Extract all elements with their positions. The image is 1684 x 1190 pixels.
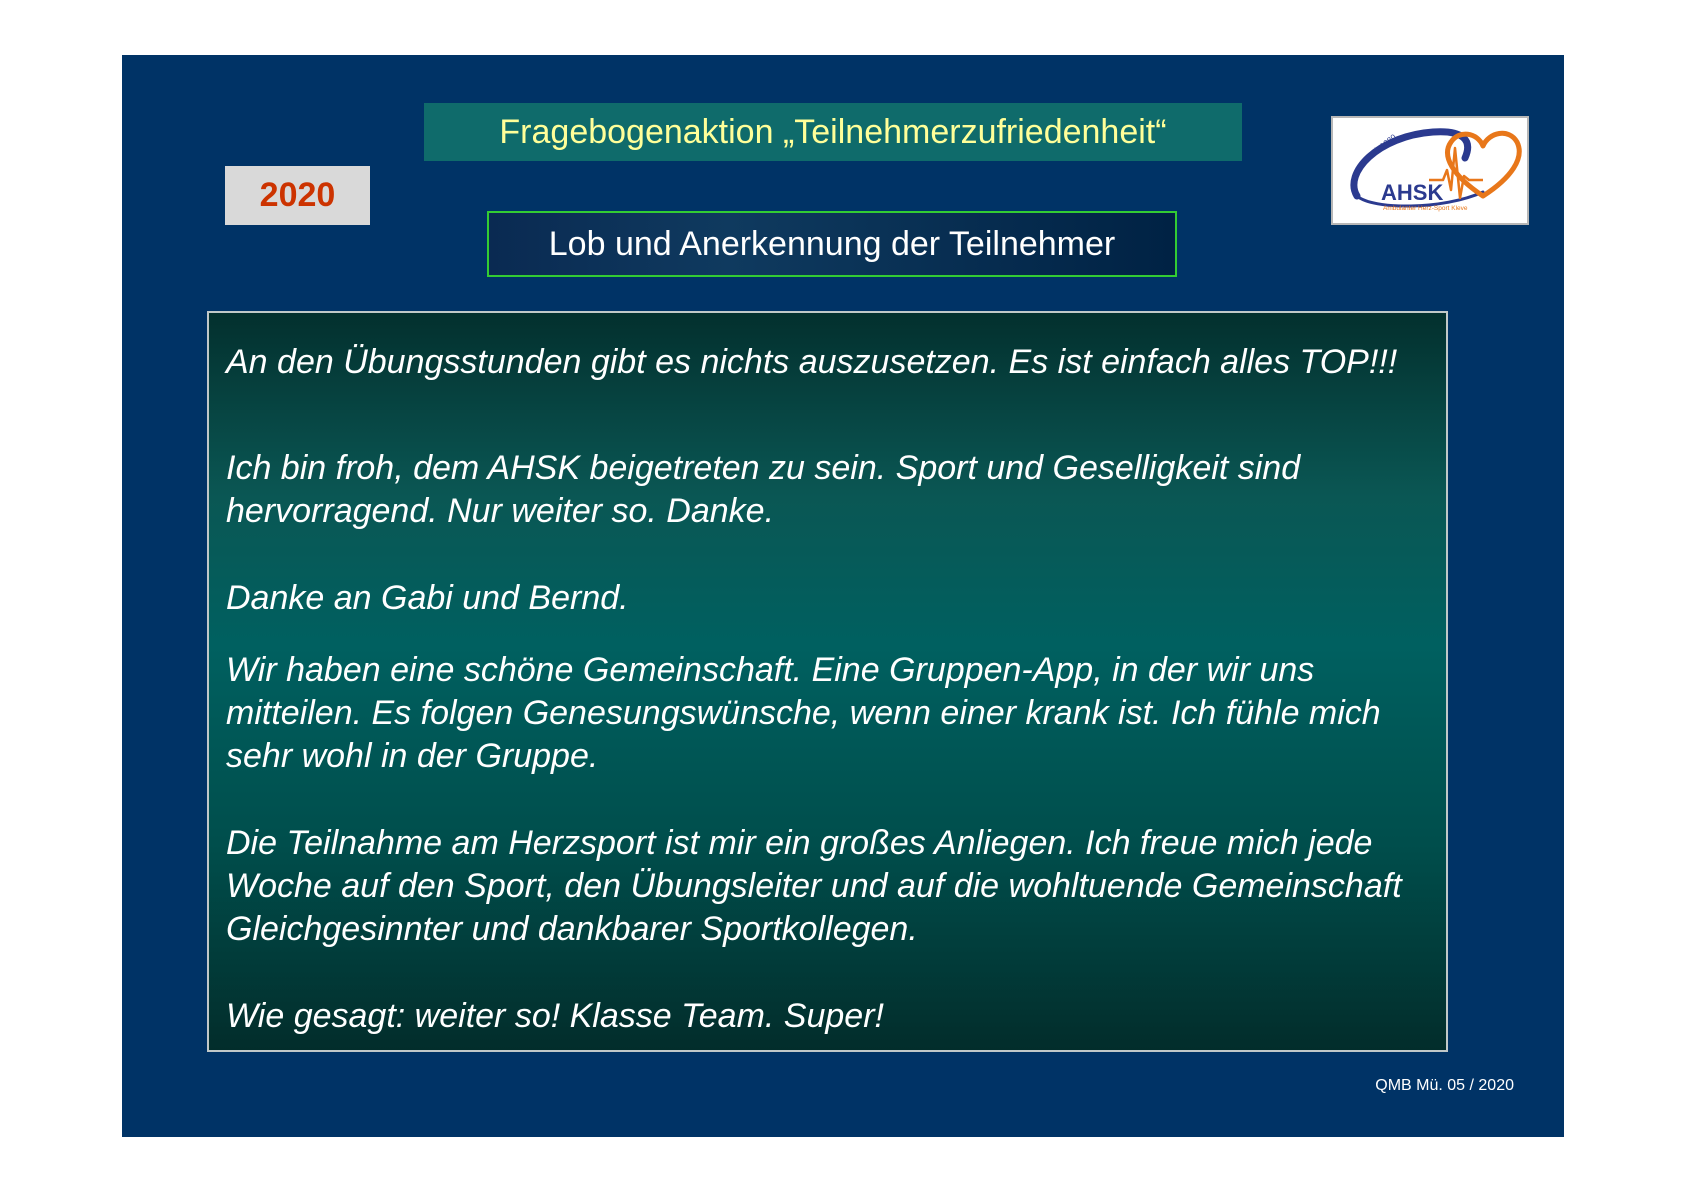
logo-since: seit 1980 [1366,132,1398,160]
feedback-quote-6: Wie gesagt: weiter so! Klasse Team. Super! [226,997,884,1035]
footer-reference: QMB Mü. 05 / 2020 [1375,1077,1514,1094]
feedback-panel [207,311,1448,1052]
feedback-quote-3: Danke an Gabi und Bernd. [226,579,629,617]
section-subtitle: Lob und Anerkennung der Teilnehmer [487,211,1177,277]
year-badge: 2020 [225,166,370,225]
feedback-quote-1: An den Übungsstunden gibt es nichts auszusetzen. Es ist einfach alles TOP!!! [226,343,1398,381]
page-title: Fragebogenaktion „Teilnehmerzufriedenheit“ [424,103,1242,161]
logo-text: AHSK [1381,180,1444,205]
heart-ecg-logo-icon [1333,118,1527,223]
feedback-quote-5: Die Teilnahme am Herzsport ist mir ein großes Anliegen. Ich freue mich jede Woche auf den Sport, den Übungsleiter und auf die wohltuende Gemeinschaft Gleichgesinnter und dankbarer Sportkollegen. [226,824,1402,948]
feedback-quote-2: Ich bin froh, dem AHSK beigetreten zu sein. Sport und Geselligkeit sind hervorragend. Nur weiter so. Danke. [226,449,1301,530]
ahsk-logo [1331,116,1529,225]
logo-tagline: Ambulanter Herz-Sport Kleve [1383,205,1468,212]
feedback-quote-4: Wir haben eine schöne Gemeinschaft. Eine Gruppen-App, in der wir uns mitteilen. Es folgen Genesungswünsche, wenn einer krank ist. Ich fühle mich sehr wohl in der Gruppe. [226,651,1381,775]
slide [122,55,1564,1137]
